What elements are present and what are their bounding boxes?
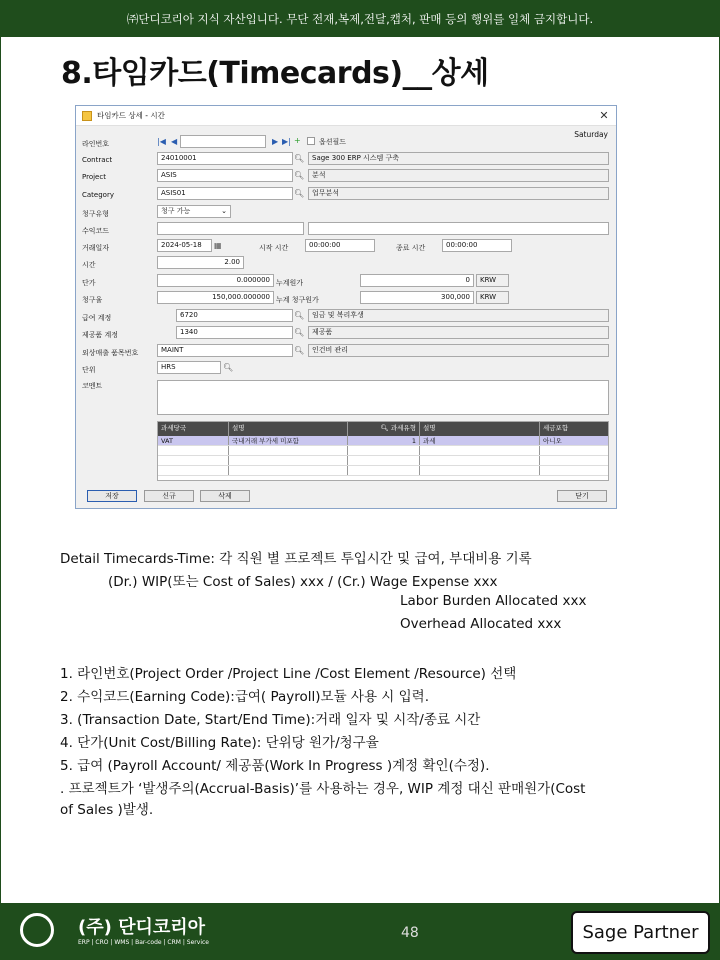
option-field-checkbox[interactable] [307, 137, 315, 145]
end-time-input[interactable]: 00:00:00 [442, 239, 512, 252]
company-logo-icon [20, 913, 54, 947]
hours-input[interactable]: 2.00 [157, 256, 244, 269]
timecard-detail-window [75, 105, 617, 509]
project-label: Project [82, 173, 106, 181]
page-number: 48 [401, 925, 419, 941]
trans-date-input[interactable]: 2024-05-18 [157, 239, 212, 252]
list-item: 3. (Transaction Date, Start/End Time):거래 일자 및 시작/종료 시간 [60, 712, 481, 728]
grid-col-header[interactable]: 설명 [229, 422, 348, 436]
close-icon[interactable]: ✕ [599, 109, 609, 122]
ext-billing-currency: KRW [476, 291, 509, 304]
copyright-notice: ㈜단디코리아 지식 자산입니다. 무단 전재,복제,전달,캡처, 판매 등의 행위를 일체 금지합니다. [126, 11, 594, 26]
overhead-desc: 인건비 관리 [308, 344, 609, 357]
list-item: 5. 급여 (Payroll Account/ 제공품(Work In Progress )계정 확인(수정). [60, 758, 490, 774]
sage-partner-text: Sage Partner [582, 922, 699, 943]
tax-grid [157, 421, 609, 481]
ext-billing-input[interactable]: 300,000 [360, 291, 474, 304]
contract-desc: Sage 300 ERP 시스템 구축 [308, 152, 609, 165]
last-record-icon[interactable]: ▶| [282, 137, 291, 146]
search-icon[interactable]: 🔍︎ [294, 346, 305, 355]
contract-label: Contract [82, 156, 113, 164]
payroll-acct-input[interactable]: 6720 [176, 309, 293, 322]
payroll-acct-label: 급여 계정 [82, 314, 112, 322]
search-icon[interactable]: 🔍︎ [294, 171, 305, 180]
note-line-2: of Sales )발생. [60, 802, 154, 818]
footer-bar [0, 903, 720, 960]
table-row [158, 456, 608, 466]
grid-col-header[interactable]: 과세당국 [158, 422, 229, 436]
overhead-label: 외상매출 품목번호 [82, 349, 139, 357]
option-field-label: 옵션필드 [319, 138, 347, 146]
company-services: ERP | CRO | WMS | Bar-code | CRM | Service [78, 939, 209, 946]
window-titlebar [76, 106, 616, 126]
day-label: Saturday [574, 130, 608, 139]
project-desc: 분석 [308, 169, 609, 182]
copyright-banner [0, 0, 720, 37]
start-time-input[interactable]: 00:00:00 [305, 239, 375, 252]
comment-label: 코멘트 [82, 382, 103, 390]
ext-cost-label: 누계원가 [276, 279, 304, 287]
end-time-label: 종료 시간 [396, 244, 426, 252]
billing-type-select[interactable] [157, 205, 231, 218]
body-line-1: Detail Timecards-Time: 각 직원 별 프로젝트 투입시간 및 급여, 부대비용 기록 [60, 551, 532, 567]
uom-label: 단위 [82, 366, 96, 374]
window-title: 타임카드 상세 - 시간 [97, 111, 165, 120]
grid-cell[interactable]: 아니오 [543, 437, 562, 445]
grid-cell[interactable]: VAT [158, 436, 229, 445]
search-icon[interactable]: 🔍︎ [294, 328, 305, 337]
grid-cell[interactable]: 국내거래 부가세 미포함 [229, 436, 348, 445]
uom-input[interactable]: HRS [157, 361, 221, 374]
search-icon[interactable]: 🔍︎ [223, 363, 234, 372]
line-no-label: 라인번호 [82, 140, 110, 148]
table-row[interactable] [158, 436, 608, 446]
first-record-icon[interactable]: |◀ [157, 137, 166, 146]
prev-record-icon[interactable]: ◀ [171, 137, 178, 146]
grid-col-header-text: 과세유형 [390, 424, 416, 432]
category-label: Category [82, 191, 114, 199]
start-time-label: 시작 시간 [259, 244, 289, 252]
contract-input[interactable]: 24010001 [157, 152, 293, 165]
hours-label: 시간 [82, 261, 96, 269]
payroll-acct-desc: 임금 및 복리후생 [308, 309, 609, 322]
wip-acct-input[interactable]: 1340 [176, 326, 293, 339]
billing-rate-label: 청구율 [82, 296, 103, 304]
category-input[interactable]: ASIS01 [157, 187, 293, 200]
new-button[interactable]: 신규 [144, 490, 194, 502]
project-input[interactable]: ASIS [157, 169, 293, 182]
grid-cell[interactable]: 1 [348, 436, 420, 445]
list-item: 1. 라인번호(Project Order /Project Line /Cost Element /Resource) 선택 [60, 666, 517, 682]
earning-code-desc [308, 222, 609, 235]
grid-col-header[interactable]: 설명 [420, 422, 540, 436]
billing-type-label: 청구유형 [82, 210, 110, 218]
unit-cost-label: 단가 [82, 279, 96, 287]
body-line-4: Overhead Allocated xxx [400, 616, 562, 632]
grid-col-header[interactable]: 세금포함 [543, 424, 569, 432]
grid-col-header[interactable] [348, 422, 420, 436]
search-icon: 🔍︎ [380, 424, 391, 432]
table-row [158, 466, 608, 476]
tax-grid-header [158, 422, 608, 436]
list-item: 2. 수익코드(Earning Code):급여( Payroll)모듈 사용 시 입력. [60, 689, 429, 705]
note-line-1: . 프로젝트가 ‘발생주의(Accrual-Basis)’를 사용하는 경우, WIP 계정 대신 판매원가(Cost [60, 781, 586, 797]
billing-rate-input[interactable]: 150,000.000000 [157, 291, 274, 304]
calendar-icon[interactable]: ▦ [214, 241, 222, 250]
unit-cost-input[interactable]: 0.000000 [157, 274, 274, 287]
chevron-down-icon: ⌄ [221, 207, 227, 215]
search-icon[interactable]: 🔍︎ [294, 311, 305, 320]
close-button[interactable]: 닫기 [557, 490, 607, 502]
company-brand: (주) 단디코리아 [78, 917, 206, 938]
earning-code-input[interactable] [157, 222, 304, 235]
billing-type-value: 청구 가능 [161, 207, 191, 215]
ext-cost-currency: KRW [476, 274, 509, 287]
line-no-input[interactable] [180, 135, 266, 148]
ext-billing-label: 누계 청구원가 [276, 296, 319, 304]
category-desc: 업무분석 [308, 187, 609, 200]
grid-cell[interactable]: 과세 [420, 436, 540, 445]
search-icon[interactable]: 🔍︎ [294, 189, 305, 198]
wip-acct-desc: 제공품 [308, 326, 609, 339]
body-line-3: Labor Burden Allocated xxx [400, 593, 587, 609]
delete-button[interactable]: 삭제 [200, 490, 250, 502]
search-icon[interactable]: 🔍︎ [294, 154, 305, 163]
table-row [158, 446, 608, 456]
body-line-2: (Dr.) WIP(또는 Cost of Sales) xxx / (Cr.) Wage Expense xxx [108, 574, 498, 590]
comment-textarea[interactable] [157, 380, 609, 415]
overhead-input[interactable]: MAINT [157, 344, 293, 357]
page-title: 8.타임카드(Timecards)__상세 [61, 56, 489, 91]
window-icon [82, 111, 92, 121]
add-icon[interactable]: + [294, 136, 301, 145]
sage-partner-logo [571, 911, 710, 954]
ext-cost-input[interactable]: 0 [360, 274, 474, 287]
earning-code-label: 수익코드 [82, 227, 110, 235]
next-record-icon[interactable]: ▶ [272, 137, 279, 146]
wip-acct-label: 제공품 계정 [82, 331, 119, 339]
save-button[interactable]: 저장 [87, 490, 137, 502]
list-item: 4. 단가(Unit Cost/Billing Rate): 단위당 원가/청구율 [60, 735, 379, 751]
trans-date-label: 거래일자 [82, 244, 110, 252]
